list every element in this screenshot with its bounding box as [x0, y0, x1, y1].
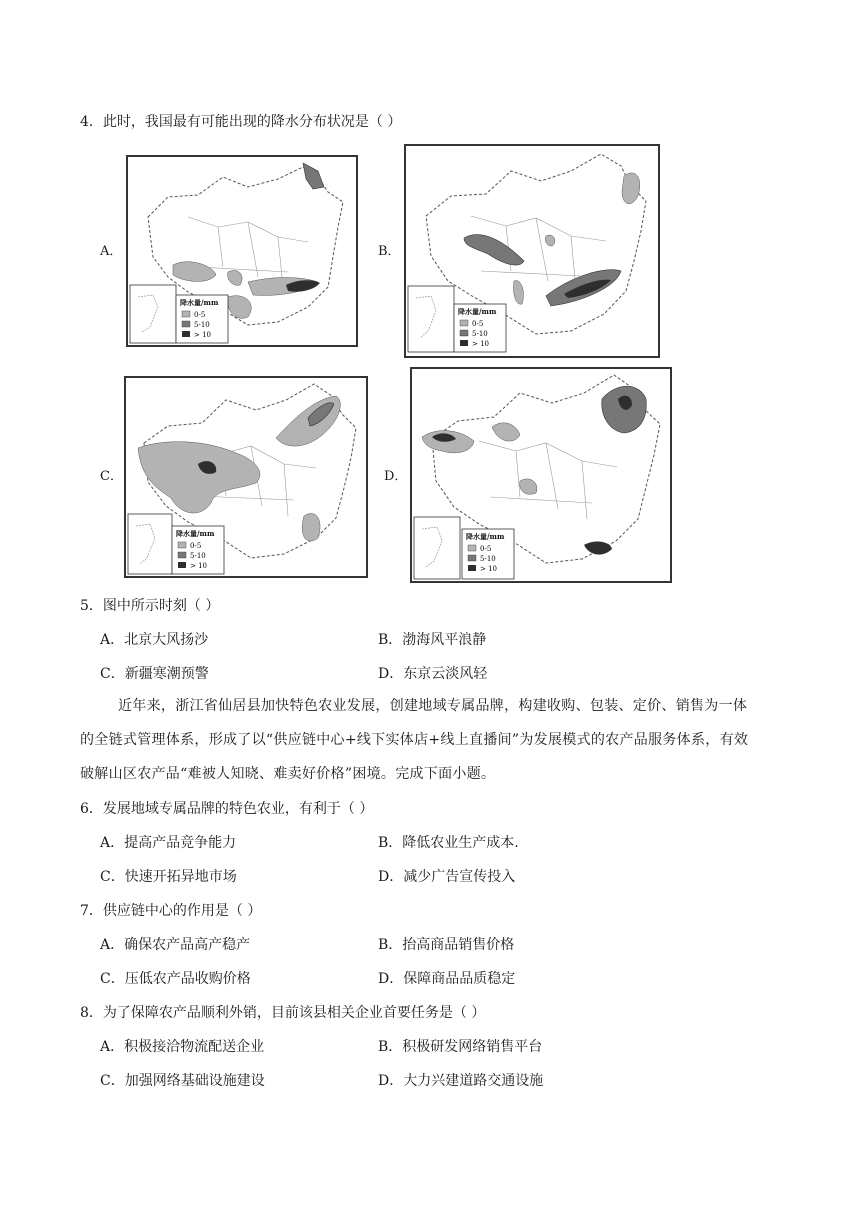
map-d [410, 367, 672, 583]
q8-option-b[interactable]: B．积极研发网络销售平台 [378, 1039, 543, 1055]
map-b-legend-title: 降水量/mm [458, 307, 497, 316]
svg-text:5-10: 5-10 [480, 555, 496, 563]
q8-option-d[interactable]: D．大力兴建道路交通设施 [378, 1073, 544, 1089]
map-d-legend-title: 降水量/mm [466, 532, 505, 541]
map-b-label: B． [378, 244, 401, 259]
q7-option-a[interactable]: A．确保农产品高产稳产 [100, 937, 251, 953]
passage-line-3: 破解山区农产品“难被人知晓、难卖好价格”困境。完成下面小题。 [80, 766, 496, 782]
q5-stem: 5．图中所示时刻（ ） [80, 598, 220, 614]
q7-option-d[interactable]: D．保障商品品质稳定 [378, 971, 516, 987]
map-b [404, 144, 660, 358]
map-d-label: D． [384, 469, 408, 484]
q6-option-c[interactable]: C．快速开拓异地市场 [100, 869, 237, 885]
q6-option-b[interactable]: B．降低农业生产成本. [378, 835, 519, 851]
map-a-label: A． [100, 244, 123, 259]
passage-line-2: 的全链式管理体系，形成了以“供应链中心+线下实体店+线上直播间”为发展模式的农产品服务体系，有效 [80, 732, 749, 748]
svg-text:0-5: 0-5 [472, 320, 484, 328]
svg-text:> 10: > 10 [190, 562, 207, 570]
svg-text:0-5: 0-5 [480, 545, 492, 553]
q6-option-a[interactable]: A．提高产品竞争能力 [100, 835, 237, 851]
q5-option-a[interactable]: A．北京大风扬沙 [100, 632, 209, 648]
q5-option-c[interactable]: C．新疆寒潮预警 [100, 666, 209, 682]
q7-option-b[interactable]: B．抬高商品销售价格 [378, 937, 515, 953]
map-c-label: C． [100, 469, 123, 484]
map-a-legend-title: 降水量/mm [180, 298, 219, 307]
q7-stem: 7．供应链中心的作用是（ ） [80, 903, 262, 919]
svg-text:0-5: 0-5 [190, 542, 202, 550]
svg-text:0-5: 0-5 [194, 311, 206, 319]
q8-option-a[interactable]: A．积极接洽物流配送企业 [100, 1039, 265, 1055]
passage-line-1: 近年来，浙江省仙居县加快特色农业发展，创建地域专属品牌，构建收购、包装、定价、销售为一体 [118, 698, 748, 714]
q6-option-d[interactable]: D．减少广告宣传投入 [378, 869, 516, 885]
q6-stem: 6．发展地域专属品牌的特色农业，有利于（ ） [80, 801, 374, 817]
map-c [124, 376, 368, 578]
svg-text:5-10: 5-10 [190, 552, 206, 560]
q5-option-b[interactable]: B．渤海风平浪静 [378, 632, 487, 648]
svg-text:5-10: 5-10 [194, 321, 210, 329]
svg-text:> 10: > 10 [480, 565, 497, 573]
q7-option-c[interactable]: C．压低农产品收购价格 [100, 971, 251, 987]
svg-text:5-10: 5-10 [472, 330, 488, 338]
q8-stem: 8．为了保障农产品顺利外销，目前该县相关企业首要任务是（ ） [80, 1005, 486, 1021]
q5-option-d[interactable]: D．东京云淡风轻 [378, 666, 488, 682]
svg-text:> 10: > 10 [194, 331, 211, 339]
map-c-legend-title: 降水量/mm [176, 529, 215, 538]
svg-text:> 10: > 10 [472, 340, 489, 348]
q8-option-c[interactable]: C．加强网络基础设施建设 [100, 1073, 265, 1089]
map-a [126, 155, 358, 347]
q4-stem: 4．此时，我国最有可能出现的降水分布状况是（ ） [80, 114, 402, 130]
